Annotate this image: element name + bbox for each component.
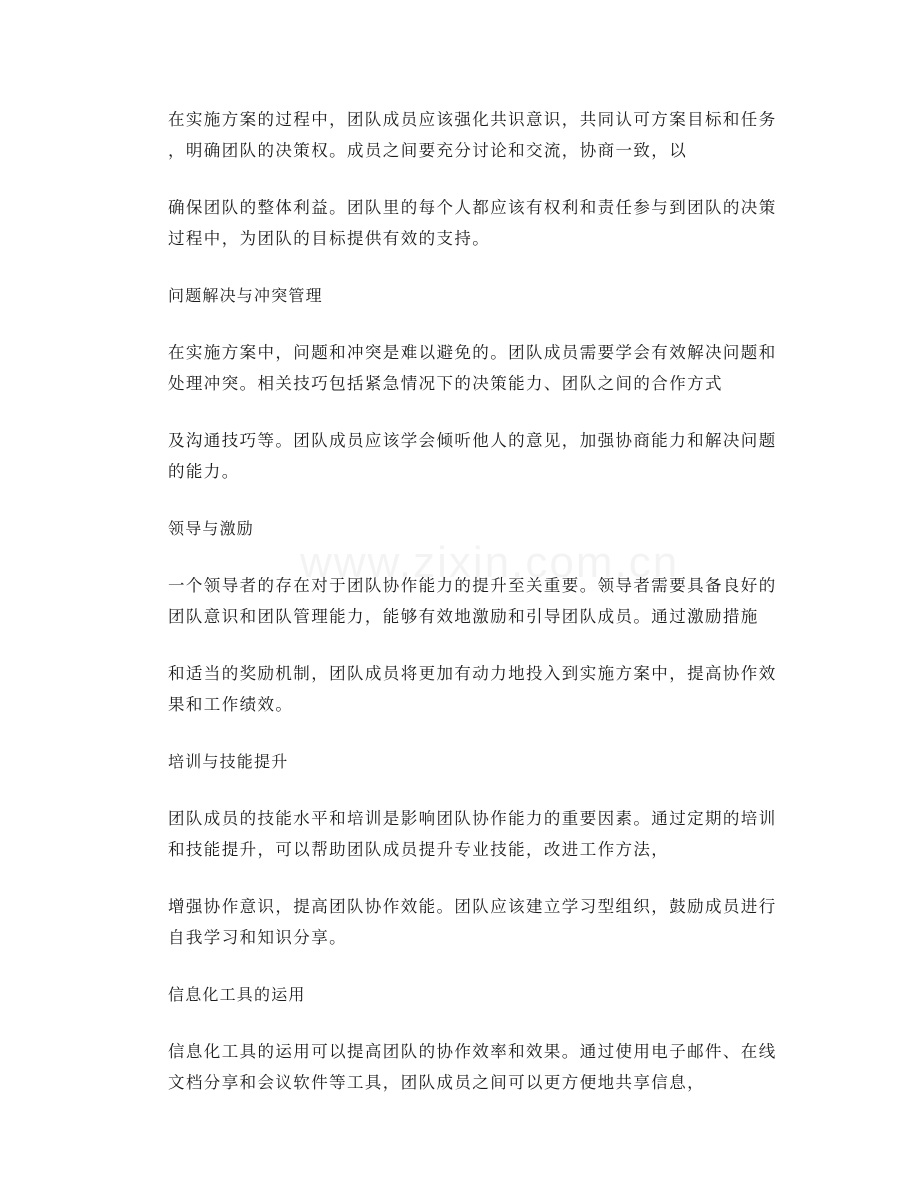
section-heading: 信息化工具的运用	[168, 985, 306, 1004]
section-heading: 培训与技能提升	[168, 752, 289, 771]
paragraph-line: 过程中，为团队的目标提供有效的支持。	[168, 229, 491, 248]
paragraph	[168, 192, 792, 254]
paragraph	[168, 658, 792, 720]
paragraph-line: 信息化工具的运用可以提高团队的协作效率和效果。通过使用电子邮件、在线	[168, 1042, 777, 1061]
paragraph-line: 增强协作意识，提高团队协作效能。团队应该建立学习型组织，鼓励成员进行	[168, 897, 777, 916]
paragraph	[168, 803, 792, 865]
paragraph-line: 文档分享和会议软件等工具，团队成员之间可以更方便地共享信息，	[168, 1073, 705, 1092]
paragraph-line: 及沟通技巧等。团队成员应该学会倾听他人的意见，加强协商能力和解决问题	[168, 431, 777, 450]
paragraph	[168, 337, 792, 399]
paragraph-line: 在实施方案的过程中，团队成员应该强化共识意识，共同认可方案目标和任务	[168, 110, 777, 129]
paragraph-line: 在实施方案中，问题和冲突是难以避免的。团队成员需要学会有效解决问题和	[168, 343, 777, 362]
paragraph	[168, 570, 792, 632]
paragraph-line: 果和工作绩效。	[168, 695, 294, 714]
paragraph-line: ，明确团队的决策权。成员之间要充分讨论和交流，协商一致，以	[168, 141, 688, 160]
section-heading: 问题解决与冲突管理	[168, 286, 323, 305]
paragraph-line: 和适当的奖励机制，团队成员将更加有动力地投入到实施方案中，提高协作效	[168, 664, 777, 683]
paragraph-line: 自我学习和知识分享。	[168, 928, 347, 947]
document-body	[168, 104, 792, 1124]
paragraph-line: 团队成员的技能水平和培训是影响团队协作能力的重要因素。通过定期的培训	[168, 809, 777, 828]
paragraph-line: 一个领导者的存在对于团队协作能力的提升至关重要。领导者需要具备良好的	[168, 576, 777, 595]
paragraph-line: 和技能提升，可以帮助团队成员提升专业技能，改进工作方法，	[168, 840, 670, 859]
paragraph-line: 团队意识和团队管理能力，能够有效地激励和引导团队成员。通过激励措施	[168, 607, 759, 626]
paragraph	[168, 425, 792, 487]
paragraph-line: 的能力。	[168, 462, 240, 481]
paragraph-line: 处理冲突。相关技巧包括紧急情况下的决策能力、团队之间的合作方式	[168, 374, 723, 393]
paragraph	[168, 104, 792, 166]
paragraph-line: 确保团队的整体利益。团队里的每个人都应该有权利和责任参与到团队的决策	[168, 198, 777, 217]
section-heading: 领导与激励	[168, 519, 255, 538]
paragraph	[168, 1036, 792, 1098]
paragraph	[168, 891, 792, 953]
